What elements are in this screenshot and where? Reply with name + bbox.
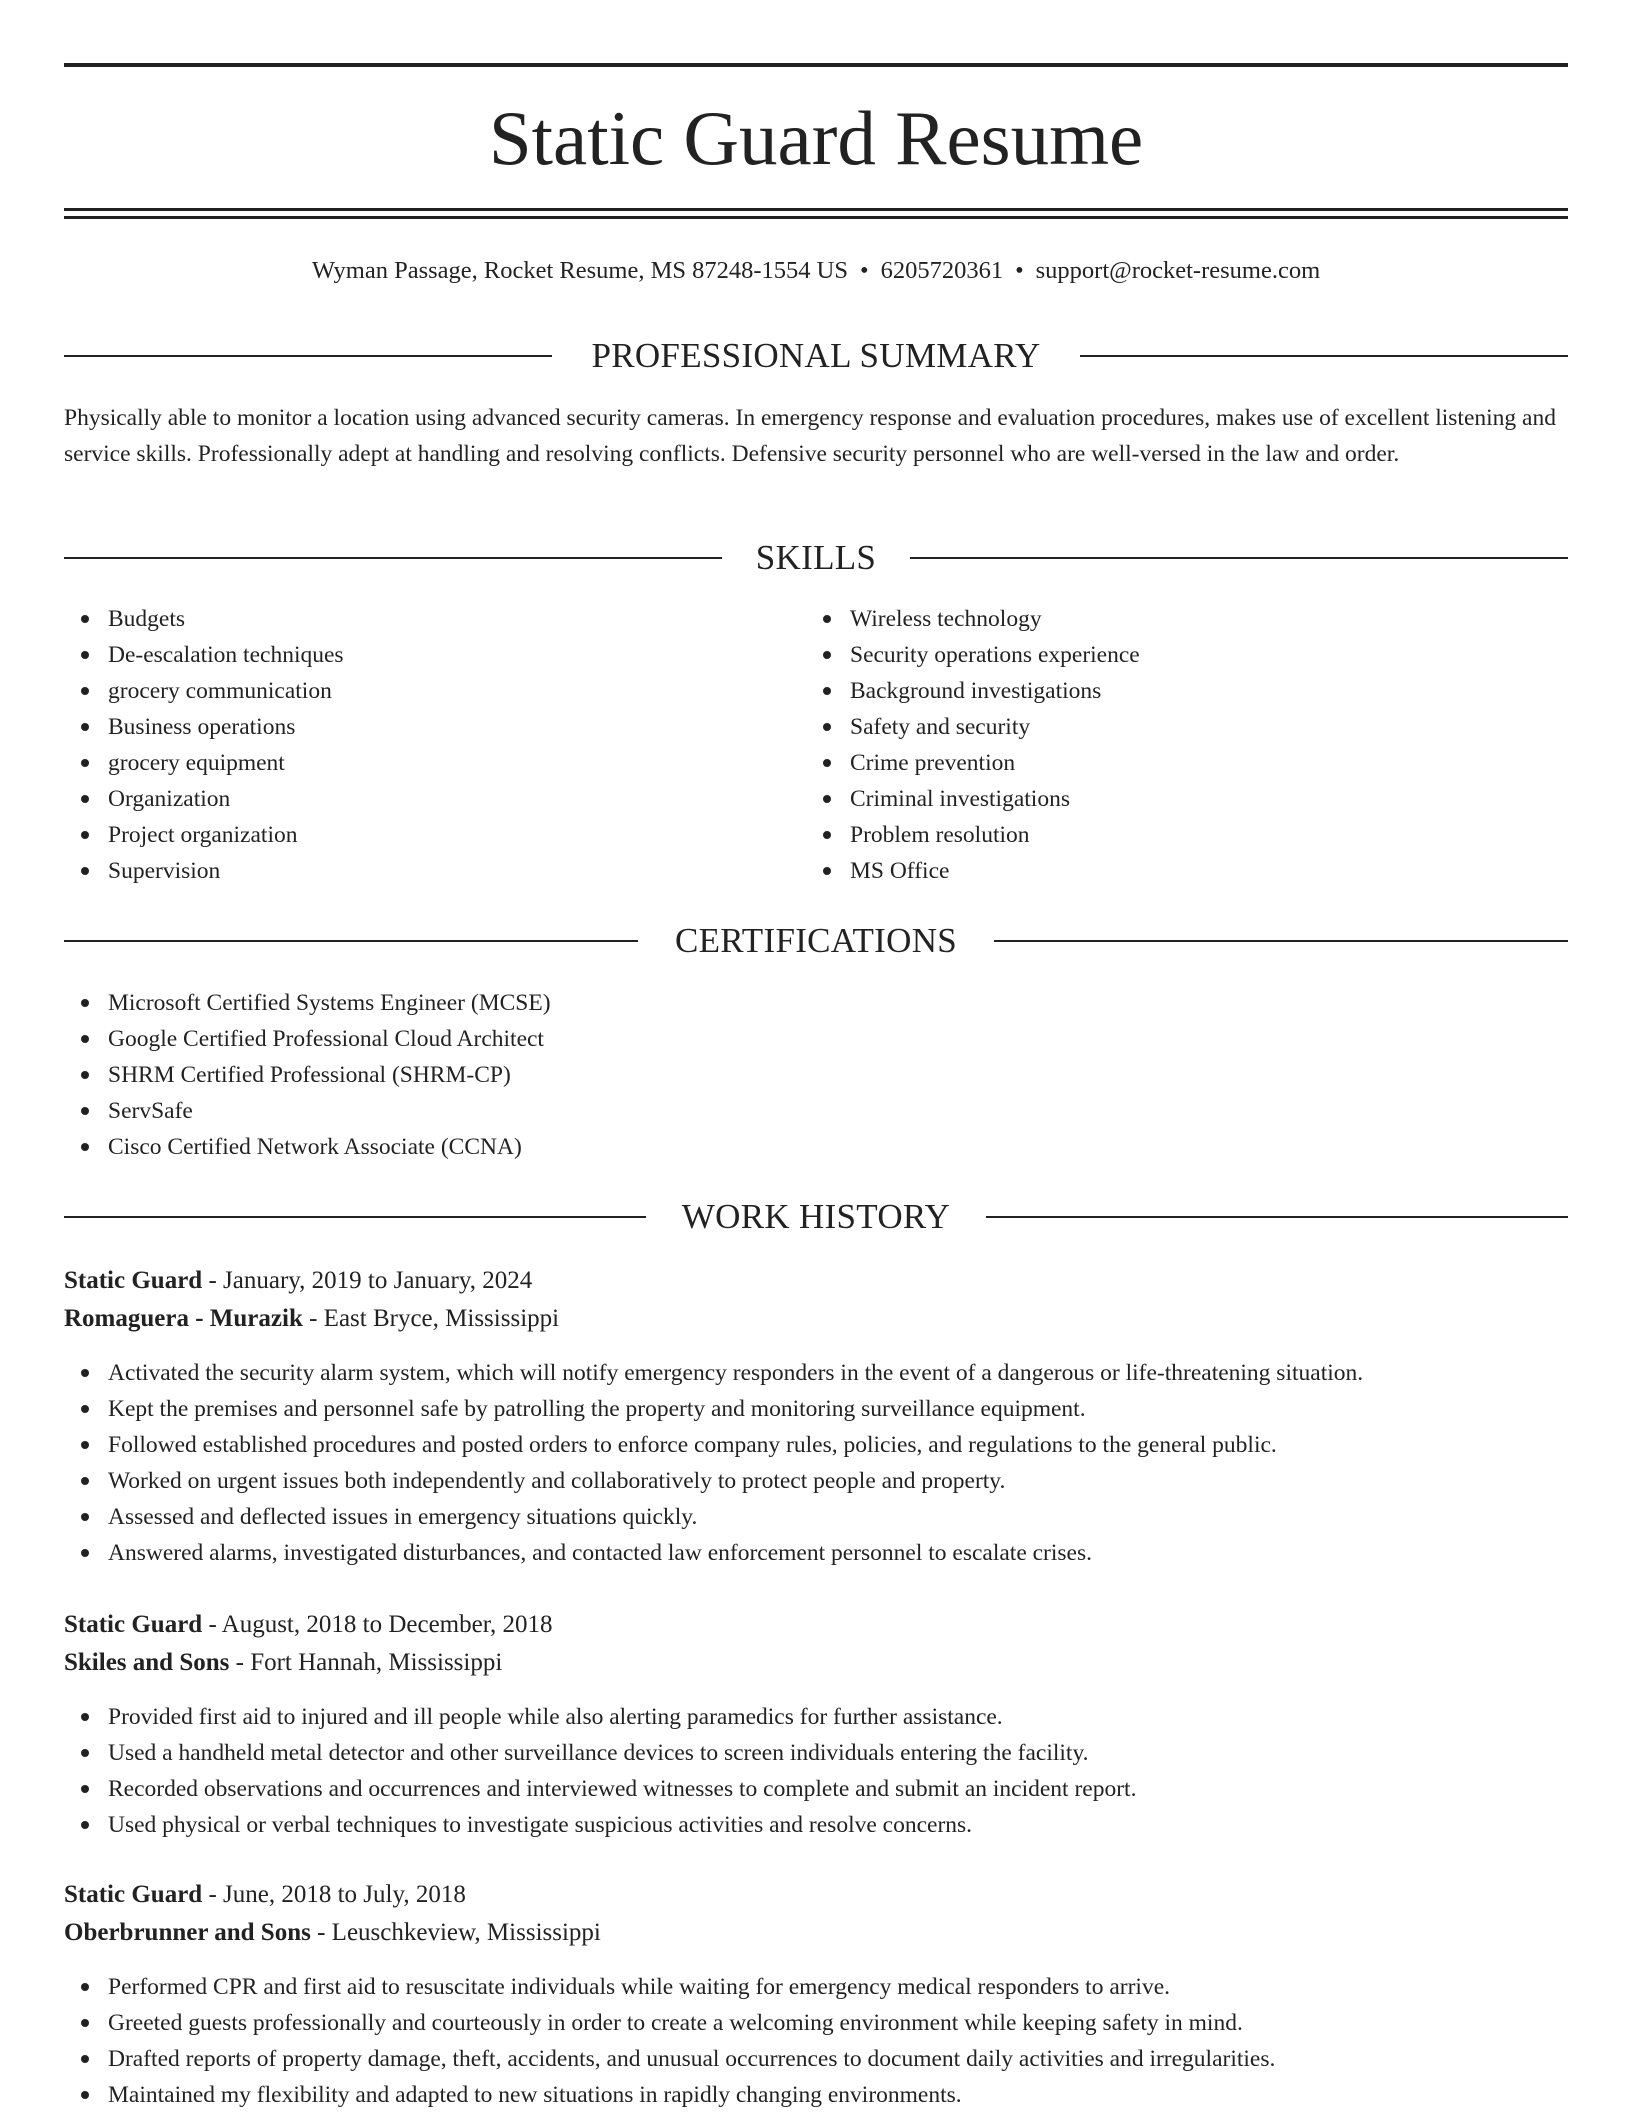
section-heading-summary: [64, 334, 1568, 378]
job-duties-list: [64, 1355, 1568, 1571]
contact-address: Wyman Passage, Rocket Resume, MS 87248-1554 US: [311, 257, 848, 284]
job-title-line: [64, 1607, 553, 1643]
section-title: SKILLS: [755, 538, 877, 577]
job-title: Static Guard: [64, 1267, 203, 1294]
contact-email: support@rocket-resume.com: [1035, 257, 1321, 284]
job-dates: - June, 2018 to July, 2018: [202, 1881, 466, 1908]
certification-item: Cisco Certified Network Associate (CCNA): [64, 1129, 1568, 1165]
skills-list-right: [806, 601, 1568, 889]
title-double-rule-lower: [64, 216, 1568, 219]
heading-rule-right: [986, 1216, 1568, 1218]
job-duty-item: Kept the premises and personnel safe by patrolling the property and monitoring surveillance equipment.: [64, 1391, 1568, 1427]
contact-separator: •: [1015, 257, 1024, 284]
resume-title: Static Guard Resume: [488, 95, 1144, 181]
summary-text: Physically able to monitor a location using advanced security cameras. In emergency response and evaluation procedures, makes use of excellent listening and service skills. Professionally adept at handling and resolving conflicts. Defensive security personnel who are well-versed in the law and order.: [64, 405, 1556, 467]
job-duty-item: Used physical or verbal techniques to investigate suspicious activities and resolve concerns.: [64, 1807, 1568, 1843]
job-duty-item: Drafted reports of property damage, theft, accidents, and unusual occurrences to document daily activities and irregularities.: [64, 2041, 1568, 2077]
section-heading-certifications: [64, 919, 1568, 963]
certification-item: ServSafe: [64, 1093, 1568, 1129]
heading-rule-right: [910, 557, 1568, 559]
skill-item: Security operations experience: [806, 637, 1568, 673]
job-company: Romaguera - Murazik: [64, 1305, 303, 1332]
job-title: Static Guard: [64, 1881, 203, 1908]
job-duty-item: Worked on urgent issues both independently and collaboratively to protect people and property.: [64, 1463, 1568, 1499]
skill-item: De-escalation techniques: [64, 637, 806, 673]
job-duty-item: Recorded observations and occurrences and interviewed witnesses to complete and submit an incident report.: [64, 1771, 1568, 1807]
section-heading-work-history: [64, 1195, 1568, 1239]
job-dates: - August, 2018 to December, 2018: [202, 1611, 553, 1638]
job-duty-item: Maintained my flexibility and adapted to new situations in rapidly changing environments.: [64, 2077, 1568, 2113]
title-double-rule-upper: [64, 208, 1568, 211]
job-location: - East Bryce, Mississippi: [302, 1305, 560, 1332]
job-duty-item: Used a handheld metal detector and other surveillance devices to screen individuals entering the facility.: [64, 1735, 1568, 1771]
skill-item: Budgets: [64, 601, 806, 637]
skill-item: Supervision: [64, 853, 806, 889]
heading-rule-right: [1080, 355, 1568, 357]
skill-item: Problem resolution: [806, 817, 1568, 853]
job-title-line: [64, 1263, 532, 1299]
job-duties-list: [64, 1969, 1568, 2113]
job-location: - Leuschkeview, Mississippi: [310, 1919, 601, 1946]
job-duty-item: Assessed and deflected issues in emergency situations quickly.: [64, 1499, 1568, 1535]
job-duty-item: Followed established procedures and posted orders to enforce company rules, policies, and regulations to the general public.: [64, 1427, 1568, 1463]
top-rule: [64, 63, 1568, 67]
contact-phone: 6205720361: [880, 257, 1004, 284]
contact-line: [64, 255, 1568, 287]
skills-list-left: [64, 601, 806, 889]
job-location: - Fort Hannah, Mississippi: [229, 1649, 503, 1676]
job-company: Oberbrunner and Sons: [64, 1919, 311, 1946]
section-title: WORK HISTORY: [681, 1197, 951, 1236]
skill-item: Safety and security: [806, 709, 1568, 745]
certification-item: Microsoft Certified Systems Engineer (MCSE): [64, 985, 1568, 1021]
job-title: Static Guard: [64, 1611, 203, 1638]
skill-item: Organization: [64, 781, 806, 817]
job-duty-item: Provided first aid to injured and ill people while also alerting paramedics for further assistance.: [64, 1699, 1568, 1735]
job-title-line: [64, 1877, 466, 1913]
job-dates: - January, 2019 to January, 2024: [202, 1267, 533, 1294]
job-duty-item: Activated the security alarm system, which will notify emergency responders in the event of a dangerous or life-threatening situation.: [64, 1355, 1568, 1391]
skill-item: MS Office: [806, 853, 1568, 889]
job-company-line: [64, 1645, 502, 1681]
skill-item: grocery communication: [64, 673, 806, 709]
job-company-line: [64, 1915, 601, 1951]
contact-separator: •: [859, 257, 869, 284]
job-duty-item: Answered alarms, investigated disturbances, and contacted law enforcement personnel to escalate crises.: [64, 1535, 1568, 1571]
certification-item: Google Certified Professional Cloud Architect: [64, 1021, 1568, 1057]
job-company: Skiles and Sons: [64, 1649, 230, 1676]
job-duty-item: Performed CPR and first aid to resuscitate individuals while waiting for emergency medical responders to arrive.: [64, 1969, 1568, 2005]
skill-item: Wireless technology: [806, 601, 1568, 637]
certifications-list: [64, 985, 1568, 1165]
heading-rule-right: [994, 940, 1568, 942]
skill-item: Business operations: [64, 709, 806, 745]
job-company-line: [64, 1301, 559, 1337]
section-title: CERTIFICATIONS: [674, 921, 958, 960]
certification-item: SHRM Certified Professional (SHRM-CP): [64, 1057, 1568, 1093]
skill-item: Project organization: [64, 817, 806, 853]
skill-item: Crime prevention: [806, 745, 1568, 781]
skill-item: grocery equipment: [64, 745, 806, 781]
skill-item: Criminal investigations: [806, 781, 1568, 817]
job-duties-list: [64, 1699, 1568, 1843]
section-heading-skills: [64, 536, 1568, 580]
section-title: PROFESSIONAL SUMMARY: [591, 336, 1041, 375]
skill-item: Background investigations: [806, 673, 1568, 709]
job-duty-item: Greeted guests professionally and courteously in order to create a welcoming environment while keeping safety in mind.: [64, 2005, 1568, 2041]
